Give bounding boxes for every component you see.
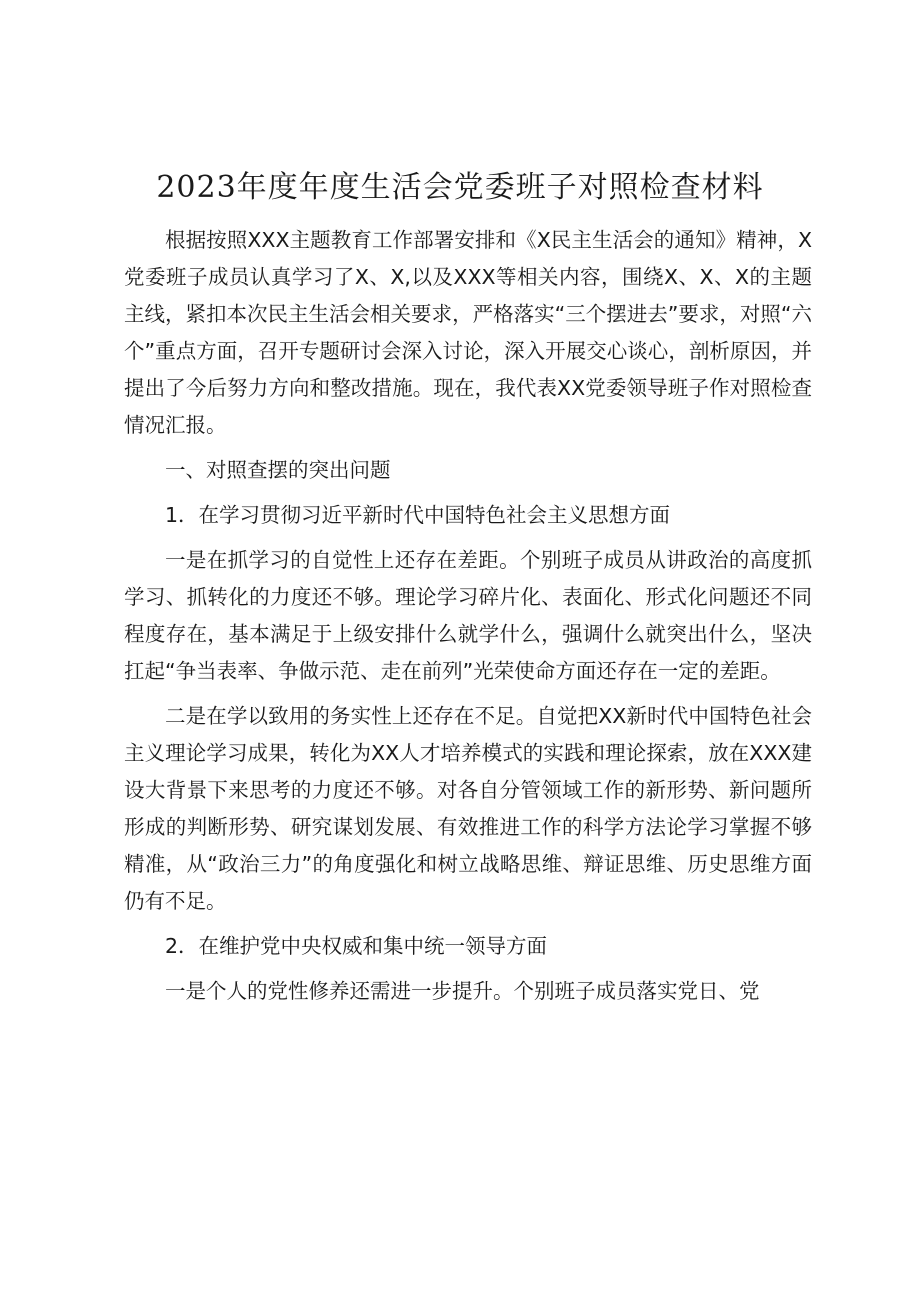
body-paragraph-3: 一是个人的党性修养还需进一步提升。个别班子成员落实党日、党: [165, 979, 760, 1003]
intro-paragraph: 根据按照XXX主题教育工作部署安排和《X民主生活会的通知》精神，X党委班子成员认真学习了X、X,以及XXX等相关内容，围绕X、X、X的主题主线，紧扣本次民主生活会相关要求，严格落实“三个摆进去”要求，对照“六个”重点方面，召开专题研讨会深入讨论，深入开展交心谈心，剖析原因，并提出了今后努力方向和整改措施。现在，我代表XX党委领导班子作对照检查情况汇报。: [124, 228, 812, 437]
subsection-heading-2: 2．在维护党中央权威和集中统一领导方面: [165, 934, 548, 958]
subsection-heading-1: 1．在学习贯彻习近平新时代中国特色社会主义思想方面: [165, 503, 671, 527]
document-body: [124, 222, 812, 1010]
body-paragraph-2: 二是在学以致用的务实性上还存在不足。自觉把XX新时代中国特色社会主义理论学习成果，转化为XX人才培养模式的实践和理论探索，放在XXX建设大背景下来思考的力度还不够。对各自分管领域工作的新形势、新问题所形成的判断形势、研究谋划发展、有效推进工作的科学方法论学习掌握不够精准，从“政治三力”的角度强化和树立战略思维、辩证思维、历史思维方面仍有不足。: [124, 704, 812, 913]
body-paragraph-1: 一是在抓学习的自觉性上还存在差距。个别班子成员从讲政治的高度抓学习、抓转化的力度还不够。理论学习碎片化、表面化、形式化问题还不同程度存在，基本满足于上级安排什么就学什么，强调什么就突出什么，坚决扛起“争当表率、争做示范、走在前列”光荣使命方面还存在一定的差距。: [124, 548, 812, 683]
document-title: 2023年度年度生活会党委班子对照检查材料: [156, 170, 764, 205]
section-heading-1: 一、对照查摆的突出问题: [165, 458, 391, 482]
